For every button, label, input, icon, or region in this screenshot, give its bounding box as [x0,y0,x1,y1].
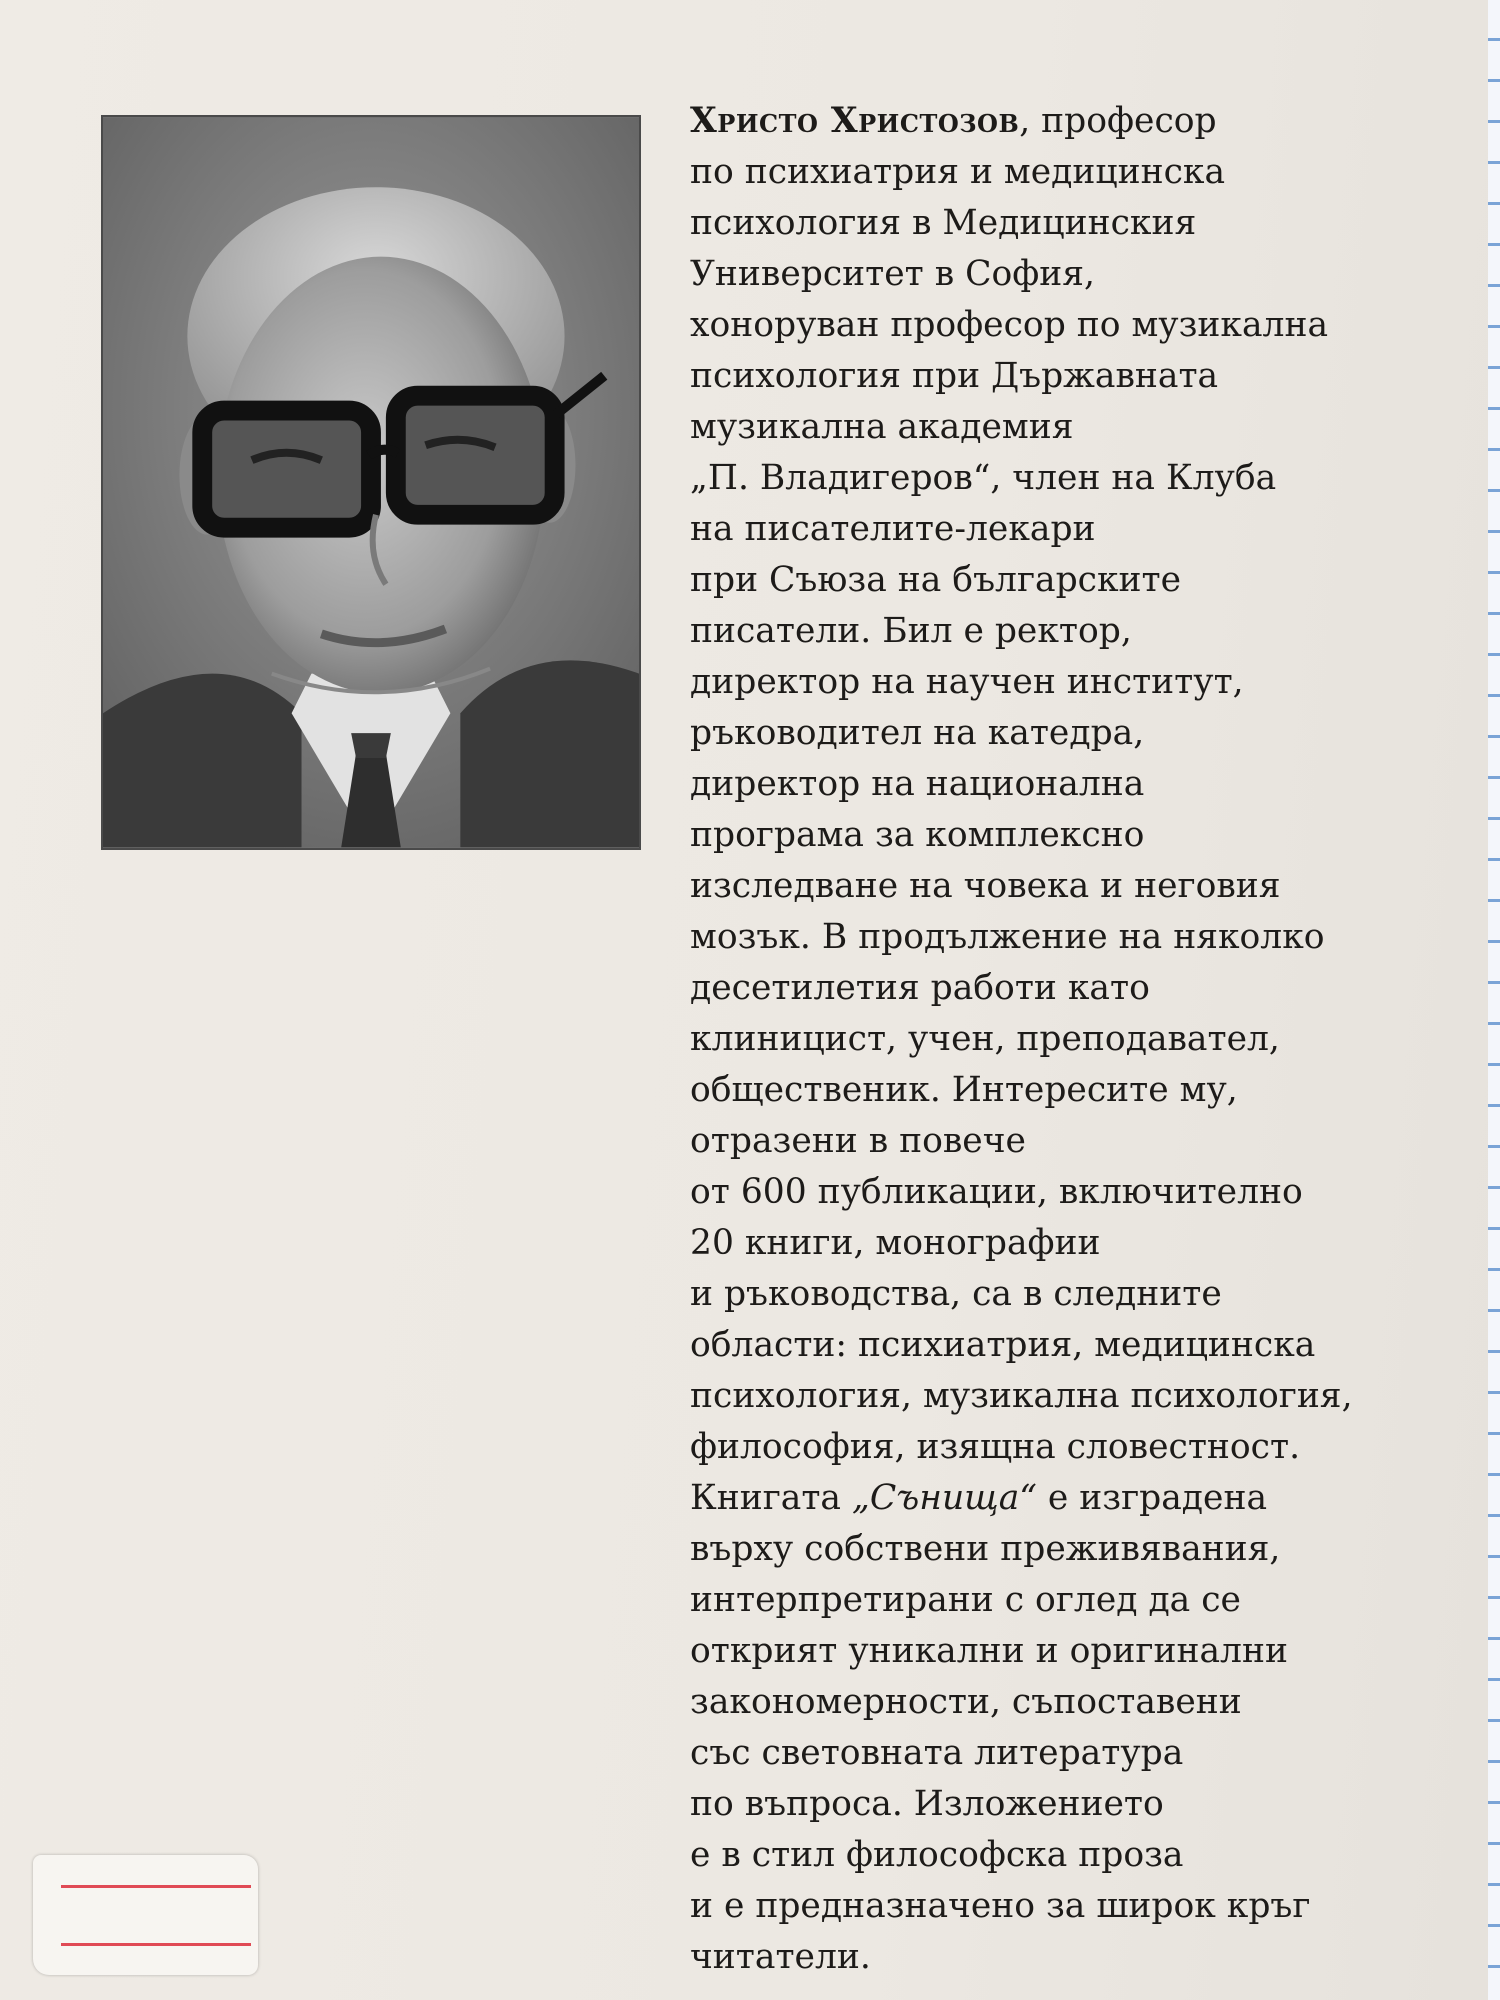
bio-line: от 600 публикации, включително [690,1172,1303,1212]
bio-line: при Съюза на българските [690,560,1182,600]
bio-line: психология при Държавната [690,356,1219,396]
author-portrait-image [101,115,641,850]
bio-line: на писателите-лекари [690,509,1096,549]
bio-line: Университет в София, [690,254,1096,294]
bio-line: изследване на човека и неговия [690,866,1281,906]
book-title: „Сънища“ [851,1478,1037,1518]
bio-line: по въпроса. Изложението [690,1784,1164,1824]
bio-line: и е предназначено за широк кръг [690,1886,1311,1926]
bio-line: и ръководства, са в следните [690,1274,1222,1314]
bio-line: клиницист, учен, преподавател, [690,1019,1280,1059]
bio-line: по психиатрия и медицинска [690,152,1226,192]
price-sticker [33,1855,258,1975]
bio-line: директор на национална [690,764,1145,804]
bio-line: „П. Владигеров“, член на Клуба [690,458,1277,498]
sticker-line [61,1885,251,1888]
bio-line: ръководител на катедра, [690,713,1145,753]
bio-line: писатели. Бил е ректор, [690,611,1132,651]
bio-line: Книгата „Сънища“ е изградена [690,1478,1268,1518]
bio-line: хоноруван професор по музикална [690,305,1329,345]
bio-line: психология в Медицинския [690,203,1197,243]
bio-line: психология, музикална психология, [690,1376,1353,1416]
bio-line: върху собствени преживявания, [690,1529,1281,1569]
bio-line: области: психиатрия, медицинска [690,1325,1316,1365]
bio-line: философия, изящна словестност. [690,1427,1301,1467]
bio-line: общественик. Интересите му, [690,1070,1238,1110]
bio-line: Христо Христозов, професор [690,101,1217,141]
bio-line: директор на научен институт, [690,662,1244,702]
bio-line: отразени в повече [690,1121,1026,1161]
bio-line: закономерности, съпоставени [690,1682,1242,1722]
bio-line: програма за комплексно [690,815,1145,855]
bio-line: интерпретирани с оглед да се [690,1580,1241,1620]
author-name: Христо Христозов [690,101,1020,141]
bio-line: 20 книги, монографии [690,1223,1101,1263]
bio-line: десетилетия работи като [690,968,1150,1008]
notebook-page-edge [1488,0,1500,2000]
bio-line: открият уникални и оригинални [690,1631,1288,1671]
bio-line: музикална академия [690,407,1074,447]
sticker-line [61,1943,251,1946]
bio-line: е в стил философска проза [690,1835,1184,1875]
bio-line: мозък. В продължение на няколко [690,917,1325,957]
author-biography [690,96,1420,1983]
bio-line: читатели. [690,1937,871,1977]
bio-line: със световната литература [690,1733,1184,1773]
